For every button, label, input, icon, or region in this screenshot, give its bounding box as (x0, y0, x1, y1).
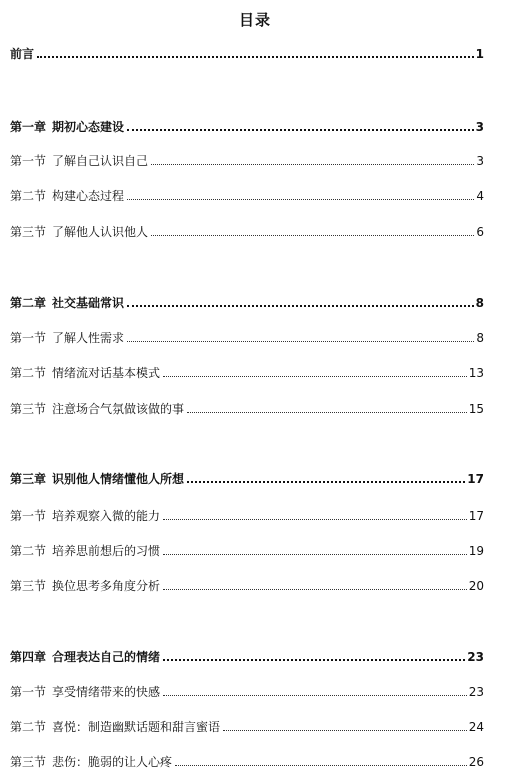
toc-page-number: 13 (468, 366, 484, 380)
dot-leader (187, 480, 465, 483)
toc-entry-chapter-1[interactable] (10, 116, 484, 134)
toc-page-number: 4 (476, 189, 484, 203)
dot-leader (163, 694, 467, 696)
dot-leader (187, 411, 467, 413)
toc-entry-section[interactable] (10, 505, 484, 523)
toc-entry-section[interactable] (10, 716, 484, 734)
toc-entry-label: 第一节 了解自己认识自己 (10, 154, 149, 168)
dot-leader (127, 304, 474, 307)
toc-entry-label: 前言 (10, 47, 35, 61)
toc-page-number: 17 (468, 509, 484, 523)
toc-entry-label: 第三节 注意场合气氛做该做的事 (10, 402, 185, 416)
toc-page-number: 1 (475, 47, 484, 61)
toc-entry-preface[interactable] (10, 43, 484, 61)
toc-entry-label: 第一节 培养观察入微的能力 (10, 509, 161, 523)
toc-entry-label: 第二节 构建心态过程 (10, 189, 125, 203)
toc-page-number: 17 (467, 472, 484, 486)
toc-entry-label: 第四章 合理表达自己的情绪 (10, 650, 161, 664)
toc-entry-label: 第三章 识别他人情绪懂他人所想 (10, 472, 185, 486)
dot-leader (163, 518, 467, 520)
toc-entry-label: 第二节 喜悦：制造幽默话题和甜言蜜语 (10, 720, 221, 734)
toc-entry-label: 第一章 期初心态建设 (10, 120, 125, 134)
toc-entry-chapter-3[interactable] (10, 468, 484, 486)
toc-entry-section[interactable] (10, 575, 484, 593)
toc-entry-label: 第二章 社交基础常识 (10, 296, 125, 310)
dot-leader (127, 128, 474, 131)
toc-entry-chapter-2[interactable] (10, 292, 484, 310)
toc-entry-section[interactable] (10, 398, 484, 416)
toc-page-number: 15 (468, 402, 484, 416)
toc-page-number: 3 (475, 120, 484, 134)
dot-leader (163, 553, 467, 555)
toc-entry-section[interactable] (10, 185, 484, 203)
dot-leader (127, 340, 474, 342)
toc-page-number: 24 (468, 720, 484, 734)
dot-leader (151, 234, 474, 236)
dot-leader (163, 375, 467, 377)
toc-page-number: 23 (468, 685, 484, 699)
dot-leader (37, 55, 474, 58)
toc-entry-label: 第二节 培养思前想后的习惯 (10, 544, 161, 558)
toc-entry-section[interactable] (10, 327, 484, 345)
dot-leader (151, 163, 474, 165)
page-title: 目录 (238, 11, 271, 29)
dot-leader (127, 198, 474, 200)
toc-page-number: 19 (468, 544, 484, 558)
dot-leader (163, 658, 465, 661)
toc-entry-label: 第一节 了解人性需求 (10, 331, 125, 345)
toc-page-number: 3 (476, 154, 484, 168)
toc-entry-label: 第二节 情绪流对话基本模式 (10, 366, 161, 380)
toc-entry-label: 第三节 换位思考多角度分析 (10, 579, 161, 593)
toc-page-number: 8 (476, 331, 484, 345)
dot-leader (163, 588, 467, 590)
toc-page-number: 6 (476, 225, 484, 239)
toc-entry-section[interactable] (10, 751, 484, 769)
toc-entry-section[interactable] (10, 150, 484, 168)
toc-entry-section[interactable] (10, 681, 484, 699)
toc-entry-label: 第一节 享受情绪带来的快感 (10, 685, 161, 699)
toc-entry-section[interactable] (10, 362, 484, 380)
toc-page-number: 8 (475, 296, 484, 310)
toc-entry-section[interactable] (10, 221, 484, 239)
toc-entry-chapter-4[interactable] (10, 646, 484, 664)
toc-page-number: 26 (468, 755, 484, 769)
toc-page-number: 20 (468, 579, 484, 593)
toc-entry-section[interactable] (10, 540, 484, 558)
dot-leader (223, 729, 467, 731)
toc-entry-label: 第三节 悲伤：脆弱的让人心疼 (10, 755, 173, 769)
toc-page-number: 23 (467, 650, 484, 664)
dot-leader (175, 764, 467, 766)
toc-entry-label: 第三节 了解他人认识他人 (10, 225, 149, 239)
